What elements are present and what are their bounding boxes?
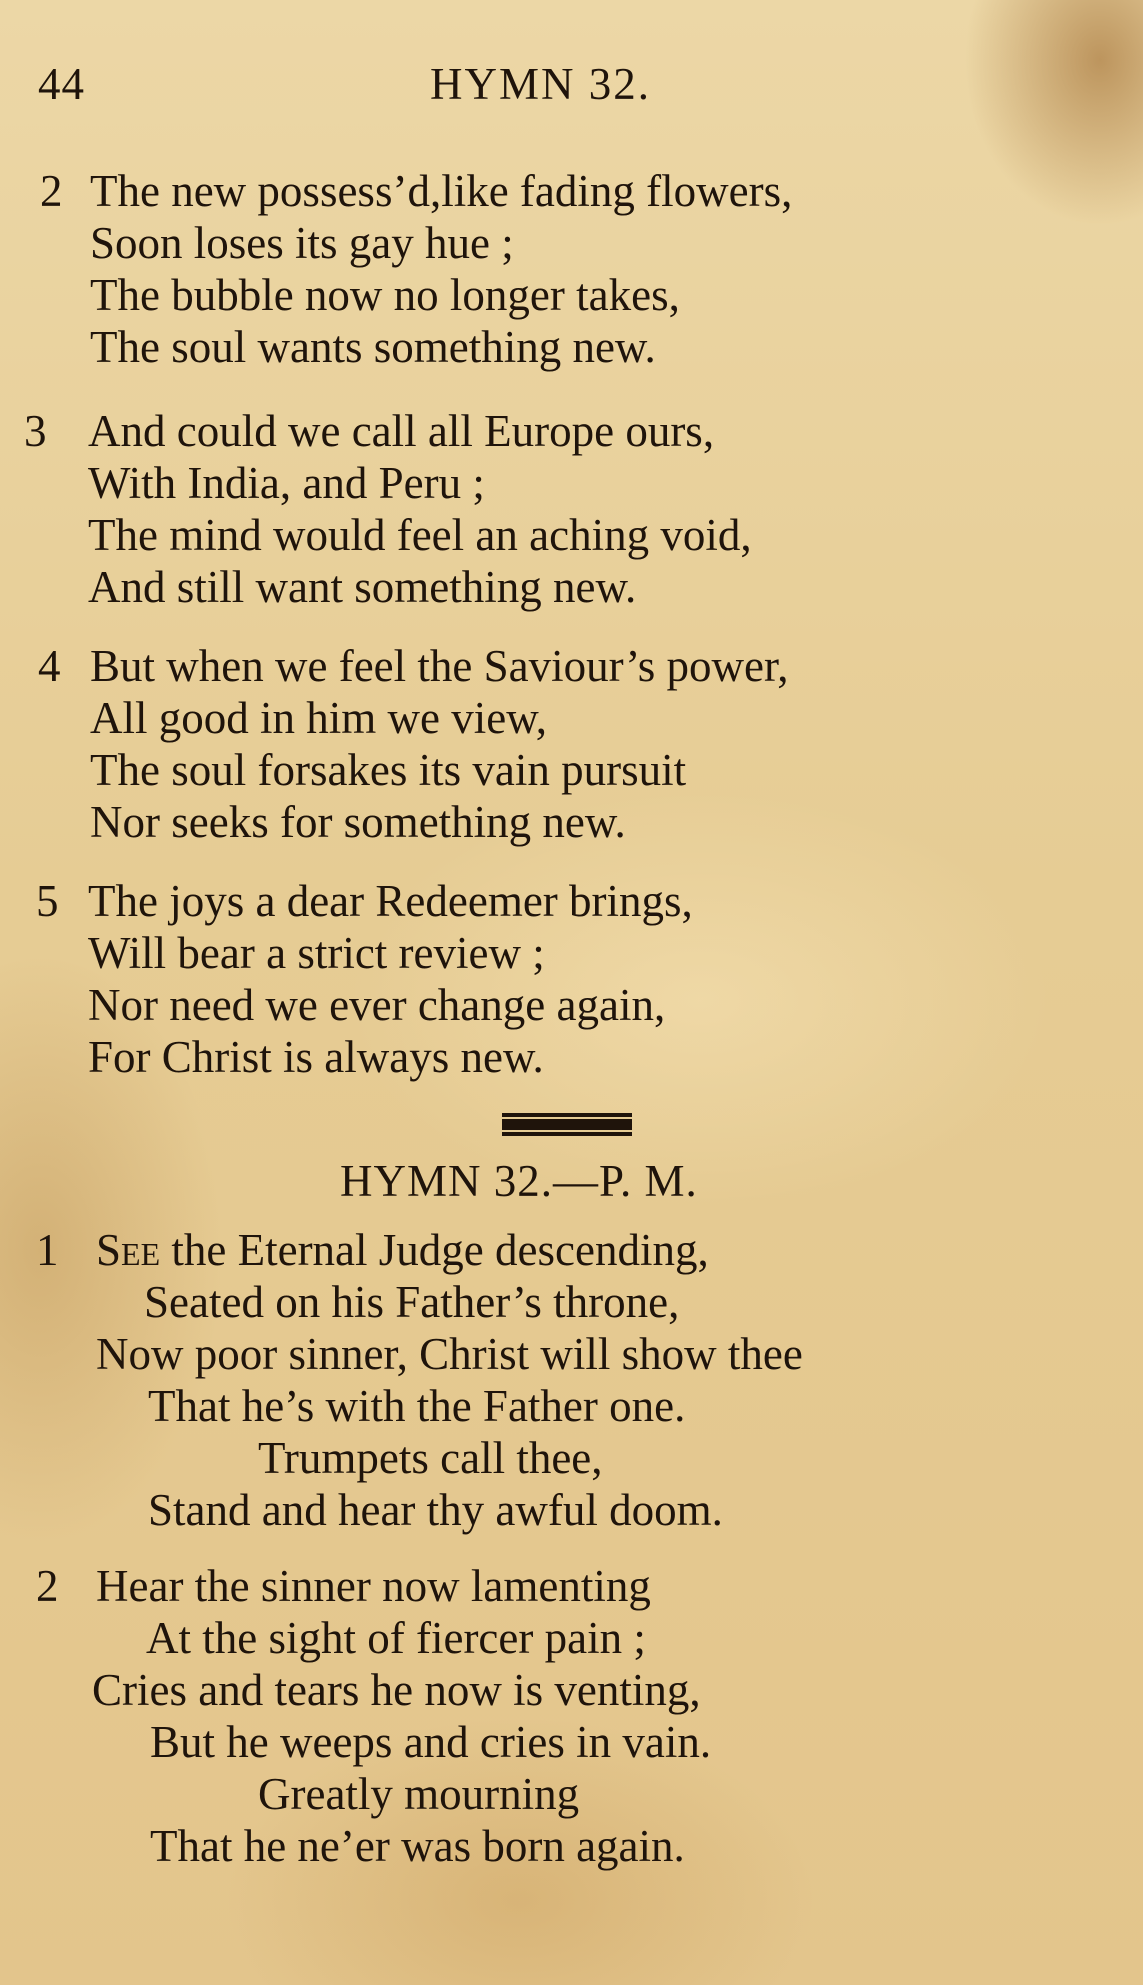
verse-line: Hear the sinner now lamenting [96,1561,651,1611]
verse-line: Cries and tears he now is venting, [92,1665,701,1715]
verse-line: That he’s with the Father one. [148,1381,686,1431]
verse-line: Trumpets call thee, [258,1433,603,1483]
verse-line: Soon loses its gay hue ; [90,218,514,268]
verse-line: The mind would feel an aching void, [88,510,752,560]
stanza-number: 5 [36,876,59,926]
first-word: See [96,1225,161,1275]
stanza-number: 3 [24,406,47,456]
stanza-number: 2 [40,166,63,216]
verse-line: All good in him we view, [90,693,548,743]
verse-line: Now poor sinner, Christ will show thee [96,1329,803,1379]
stanza-number: 4 [38,641,61,691]
verse-line: But when we feel the Saviour’s power, [90,641,789,691]
verse-line: The soul forsakes its vain pursuit [90,745,687,795]
verse-line [96,1224,709,1276]
verse-line: Nor seeks for something new. [90,797,626,847]
verse-line: Stand and hear thy awful doom. [148,1485,723,1535]
verse-line: That he ne’er was born again. [150,1821,685,1871]
verse-line: For Christ is always new. [88,1032,544,1082]
verse-line: Seated on his Father’s throne, [144,1277,680,1327]
line-rest: the Eternal Judge descending, [160,1225,709,1275]
verse-line: Will bear a strict review ; [88,928,545,978]
verse-line: The joys a dear Redeemer brings, [88,876,693,926]
verse-line: The soul wants something new. [90,322,656,372]
stanza-number: 1 [36,1225,59,1275]
verse-line: But he weeps and cries in vain. [150,1717,712,1767]
verse-line: Nor need we ever change again, [88,980,666,1030]
verse-line: Greatly mourning [258,1769,580,1819]
verse-line: With India, and Peru ; [88,458,485,508]
running-title: HYMN 32. [430,59,652,109]
hymn-heading: HYMN 32.—P. M. [340,1156,698,1206]
section-divider [502,1117,632,1132]
stanza-number: 2 [36,1561,59,1611]
verse-line: And still want something new. [88,562,637,612]
verse-line: The bubble now no longer takes, [90,270,680,320]
verse-line: And could we call all Europe ours, [88,406,715,456]
page-number: 44 [38,59,85,109]
verse-line: At the sight of fiercer pain ; [146,1613,646,1663]
verse-line: The new possess’d,like fading flowers, [90,166,793,216]
